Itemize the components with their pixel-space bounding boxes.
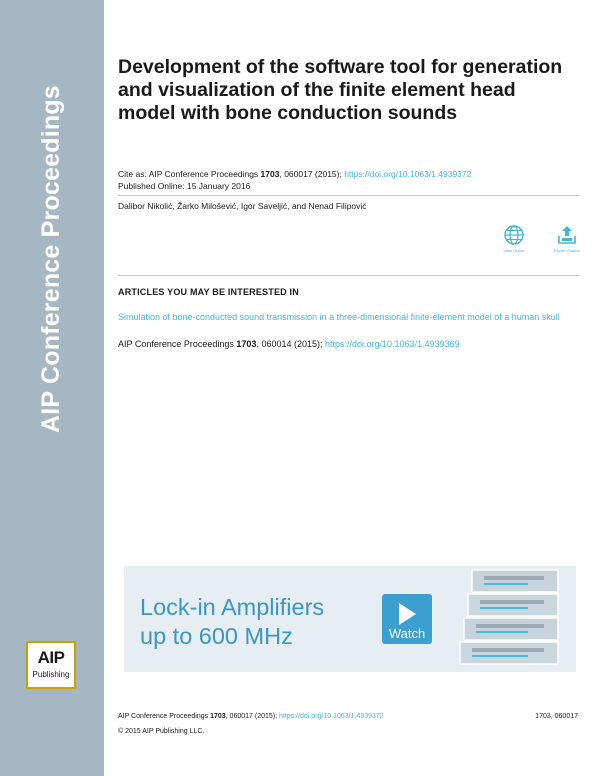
view-online-label: View Online — [503, 248, 525, 253]
footer-copyright: © 2015 AIP Publishing LLC. — [118, 728, 205, 735]
footer-doi-link[interactable]: https://doi.org/10.1063/1.4939372 — [279, 713, 384, 720]
cite-prefix: Cite as: AIP Conference Proceedings — [118, 169, 261, 179]
logo-text: AIP — [37, 648, 65, 667]
journal-sidebar — [0, 0, 104, 776]
author-link[interactable]: Igor Saveljić — [240, 201, 288, 211]
author-link[interactable]: Dalibor Nikolić — [118, 201, 173, 211]
amplifier-product-image — [454, 566, 574, 672]
related-articles-heading: ARTICLES YOU MAY BE INTERESTED IN — [118, 287, 299, 297]
advertisement-banner[interactable] — [124, 566, 576, 672]
watch-button[interactable] — [382, 594, 432, 644]
aip-publishing-logo[interactable] — [26, 641, 76, 689]
footer-page-ref: 1703, 060017 — [535, 713, 578, 720]
author-sep: , — [172, 201, 178, 211]
divider — [118, 275, 580, 276]
globe-icon — [503, 224, 525, 246]
logo-subtext: Publishing — [32, 670, 70, 679]
divider — [118, 195, 580, 196]
export-citation-button[interactable] — [547, 224, 587, 253]
author-link[interactable]: Žarko Milošević — [177, 201, 237, 211]
source-rest: , 060014 (2015); — [256, 339, 325, 349]
export-icon — [556, 224, 578, 246]
author-sep: , — [236, 201, 241, 211]
footer-citation — [118, 712, 384, 721]
source-doi-link[interactable]: https://doi.org/10.1063/1.4939369 — [325, 339, 460, 349]
published-date: Published Online: 15 January 2016 — [118, 181, 251, 191]
author-sep: , and — [287, 201, 309, 211]
footer-journal: AIP Conference Proceedings — [118, 713, 211, 720]
citation-line — [118, 169, 471, 180]
article-title: Development of the software tool for generation and visualization of the finite element head model with bone conduction sounds — [118, 56, 563, 124]
ad-line: up to 600 MHz — [140, 623, 293, 649]
author-list — [118, 201, 367, 212]
cite-volume: 1703 — [260, 169, 280, 179]
source-prefix: AIP Conference Proceedings — [118, 339, 237, 349]
ad-headline — [140, 593, 324, 651]
view-online-button[interactable] — [494, 224, 534, 253]
author-link[interactable]: Nenad Filipović — [308, 201, 367, 211]
watch-label: Watch — [388, 626, 426, 641]
footer-volume: 1703 — [210, 713, 226, 720]
journal-name-vertical: AIP Conference Proceedings — [37, 85, 65, 433]
ad-line: Lock-in Amplifiers — [140, 594, 325, 620]
related-article-link[interactable]: Simulation of bone-conducted sound transmission in a three-dimensional finite-element model of a human skull — [118, 312, 560, 322]
related-article-source — [118, 338, 460, 350]
source-volume: 1703 — [236, 339, 257, 349]
cite-doi-link[interactable]: https://doi.org/10.1063/1.4939372 — [344, 169, 472, 179]
footer-rest: , 060017 (2015); — [225, 713, 279, 720]
cite-rest: , 060017 (2015); — [279, 169, 345, 179]
export-citation-label: Export Citation — [553, 248, 581, 253]
play-icon — [399, 603, 416, 625]
